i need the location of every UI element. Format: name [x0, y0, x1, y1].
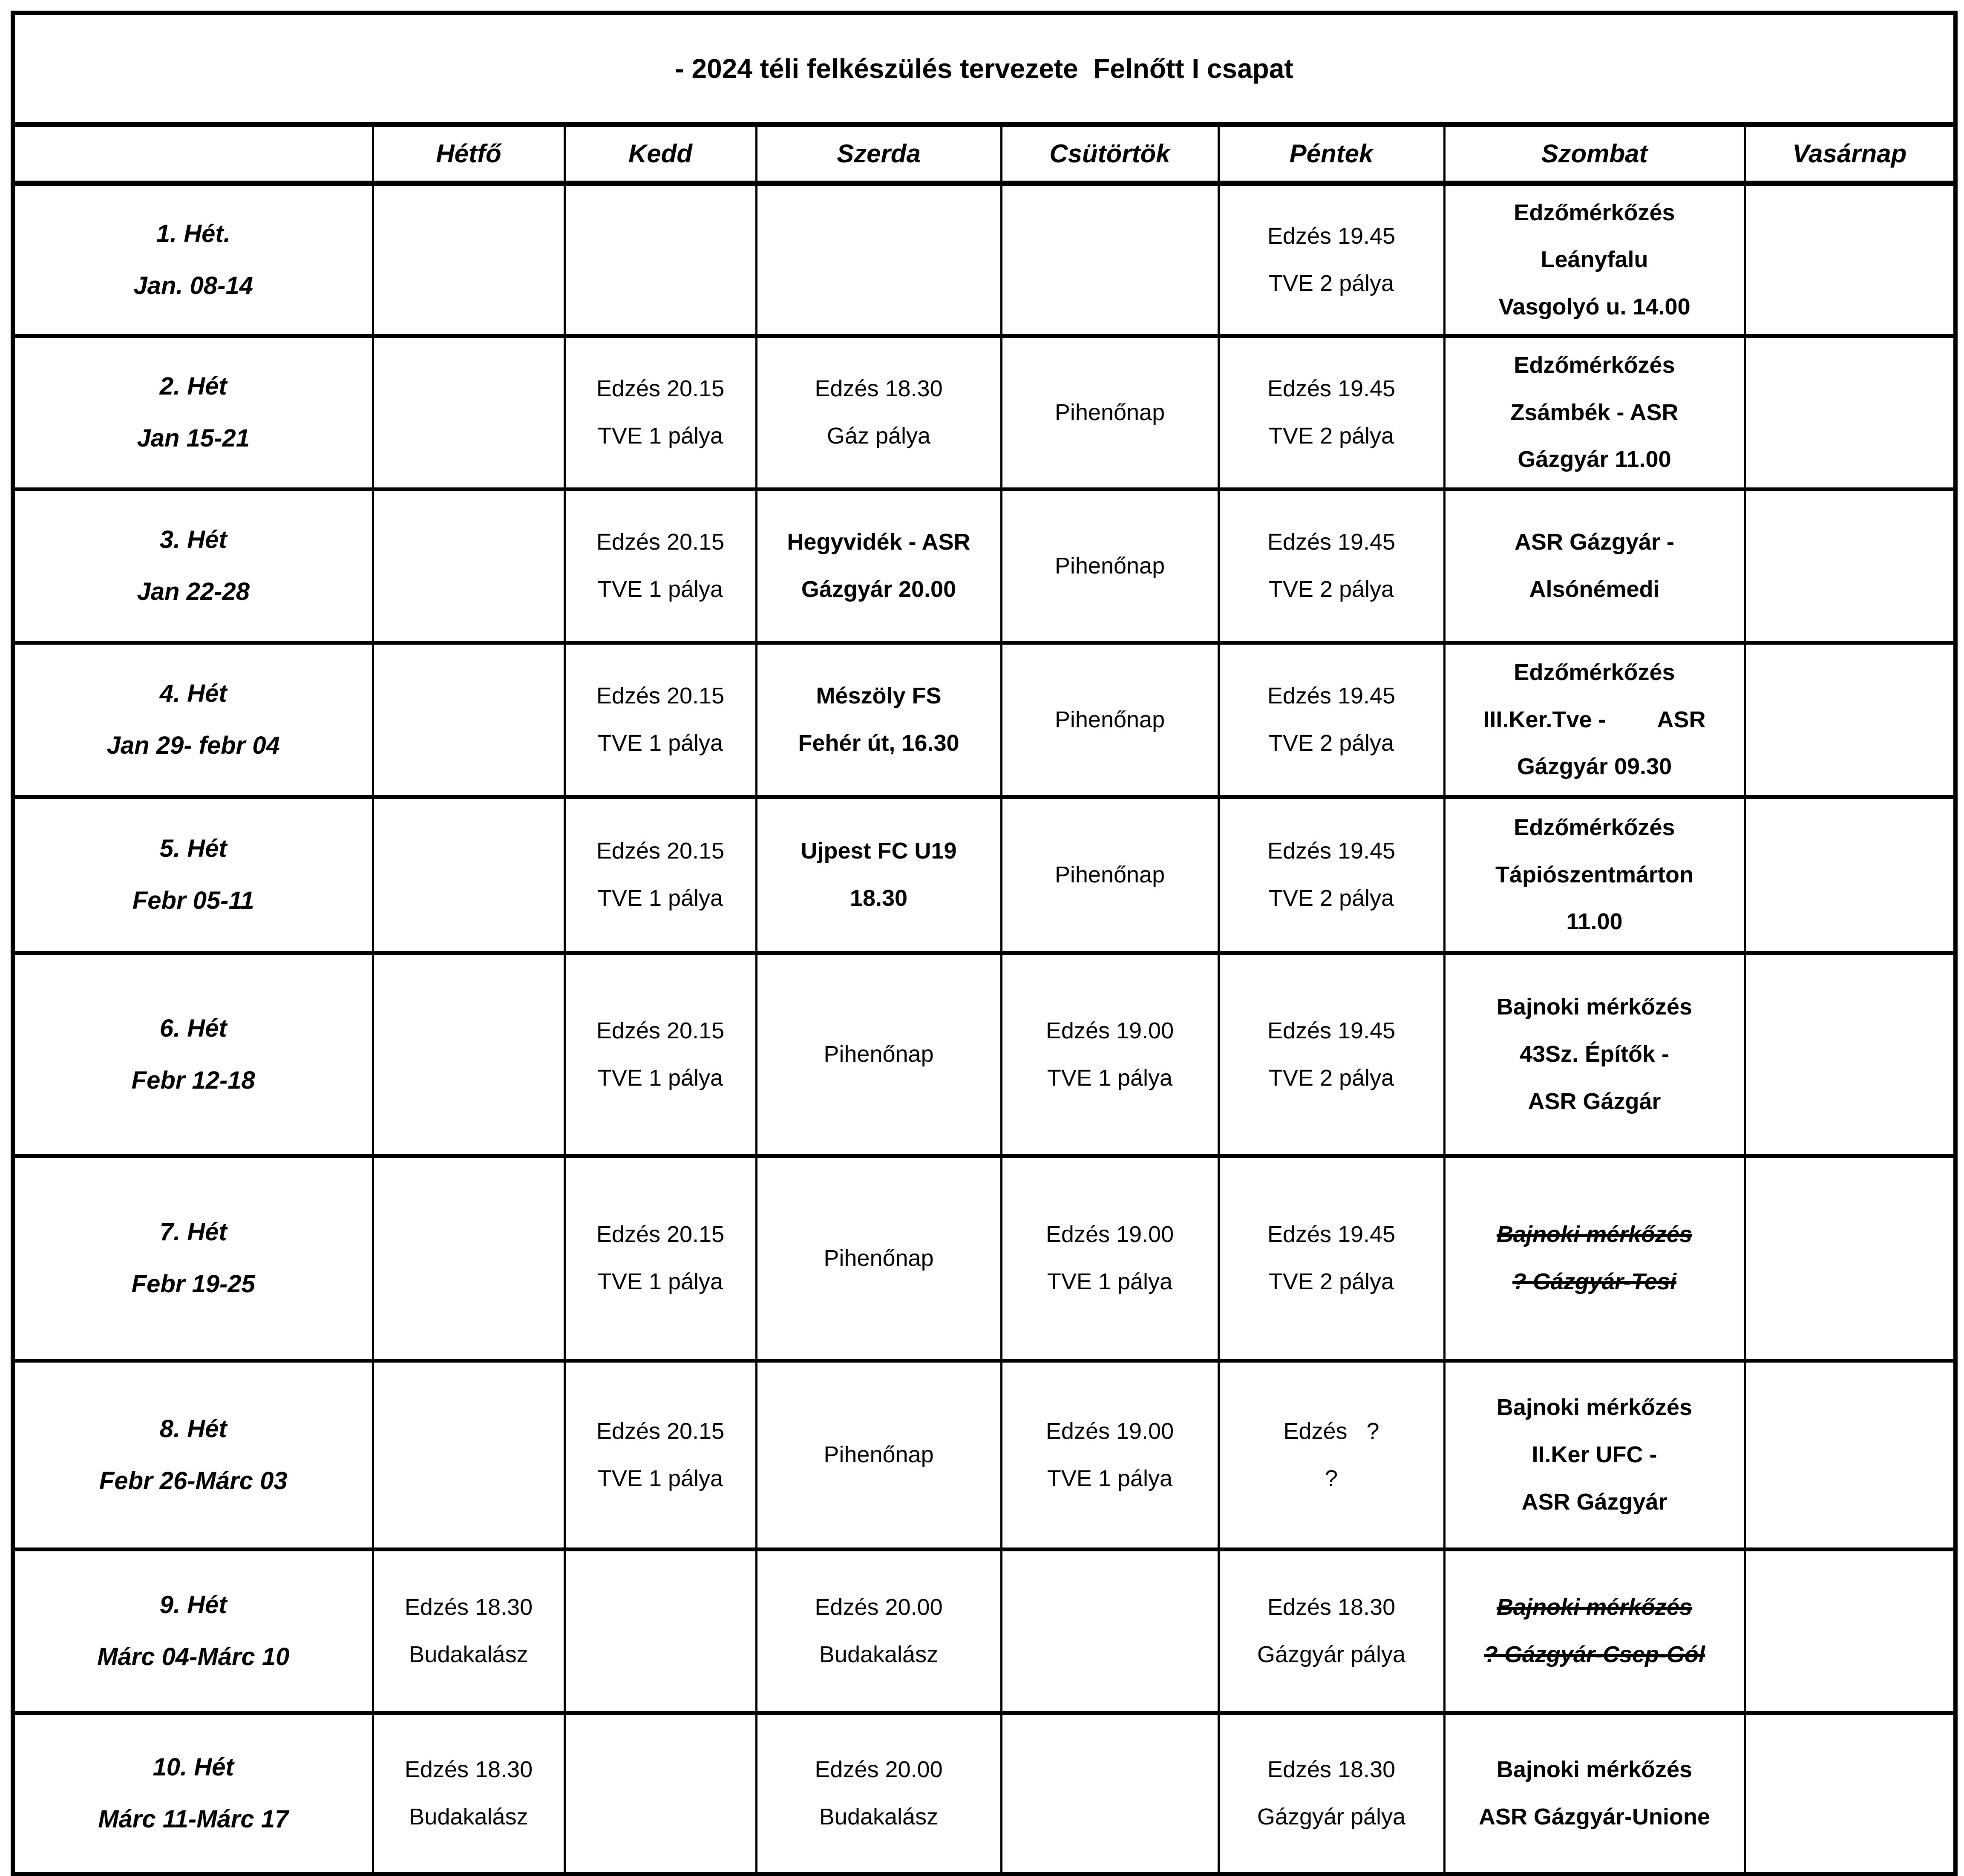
cell-saturday — [1444, 797, 1745, 953]
cell-text-line: Edzőmérkőzés — [1514, 352, 1675, 378]
cell-monday — [373, 1156, 564, 1360]
cell-monday — [373, 643, 564, 797]
cell-tuesday — [564, 1713, 756, 1874]
cell-text-line: 6. Hét — [159, 1014, 227, 1042]
cell-text-line: Edzés 19.00 — [1045, 1418, 1174, 1444]
cell-saturday — [1444, 1360, 1745, 1549]
cell-text-line: Edzés 19.45 — [1267, 1222, 1396, 1248]
cell-text-line: Jan 22-28 — [137, 578, 250, 605]
cell-text-line: II.Ker UFC - — [1532, 1442, 1657, 1468]
cell-wednesday — [756, 1713, 1001, 1874]
cell-friday — [1218, 953, 1444, 1156]
cell-tuesday — [564, 1360, 756, 1549]
cell-tuesday — [564, 183, 756, 336]
cell-text-line: TVE 1 pálya — [597, 730, 723, 756]
cell-text-line: 10. Hét — [153, 1753, 234, 1781]
cell-saturday — [1444, 336, 1745, 489]
header-friday: Péntek — [1218, 124, 1444, 183]
cell-text-line: Edzés 20.15 — [596, 529, 725, 555]
cell-monday — [373, 183, 564, 336]
cell-text-line: TVE 2 pálya — [1268, 576, 1394, 602]
cell-saturday — [1444, 953, 1745, 1156]
cell-text-line: Edzés 19.45 — [1267, 529, 1396, 555]
cell-wednesday — [756, 797, 1001, 953]
week-label — [13, 1713, 373, 1874]
header-thursday: Csütörtök — [1001, 124, 1218, 183]
cell-monday — [373, 1713, 564, 1874]
cell-text-line: Pihenőnap — [1054, 399, 1165, 425]
cell-tuesday — [564, 336, 756, 489]
page-title: - 2024 téli felkészülés tervezete Felnőtt I csapat — [13, 13, 1955, 124]
header-tuesday: Kedd — [564, 124, 756, 183]
schedule-table — [11, 11, 1958, 1876]
cell-saturday — [1444, 1156, 1745, 1360]
cell-text-line: III.Ker.Tve - ASR — [1483, 706, 1706, 732]
cell-text-line: Márc 04-Márc 10 — [97, 1643, 290, 1671]
week-row-10 — [13, 1713, 1955, 1874]
cell-text-line: Edzés 19.45 — [1267, 1017, 1396, 1043]
cell-text-line: ASR Gázgyár — [1521, 1489, 1667, 1515]
cell-text-line: Budakalász — [819, 1642, 939, 1667]
cell-sunday — [1745, 336, 1955, 489]
cell-text-line: Edzés 18.30 — [404, 1594, 533, 1620]
cell-text-line: Fehér út, 16.30 — [798, 730, 959, 756]
cell-text-line: 2. Hét — [159, 372, 227, 401]
week-label — [13, 489, 373, 643]
cell-text-line: 43Sz. Építők - — [1519, 1041, 1670, 1067]
cell-friday — [1218, 489, 1444, 643]
cell-text-line: 1. Hét. — [156, 219, 230, 248]
cell-text-line: TVE 2 pálya — [1268, 730, 1394, 756]
cell-tuesday — [564, 953, 756, 1156]
cell-text-line: TVE 1 pálya — [597, 423, 723, 449]
week-row-7 — [13, 1156, 1955, 1360]
cell-text-line: ASR Gázgár — [1528, 1088, 1661, 1114]
cell-thursday — [1001, 797, 1218, 953]
cell-text-line: Gázgyár pálya — [1257, 1804, 1406, 1830]
cell-text-line: TVE 2 pálya — [1268, 885, 1394, 911]
cell-monday — [373, 1549, 564, 1713]
cell-monday — [373, 1360, 564, 1549]
cell-saturday — [1444, 1549, 1745, 1713]
cell-thursday — [1001, 183, 1218, 336]
cell-monday — [373, 953, 564, 1156]
cell-thursday — [1001, 489, 1218, 643]
cell-text-line: Edzőmérkőzés — [1514, 199, 1675, 225]
cell-text-line: ? Gázgyár-Tesi — [1512, 1269, 1677, 1294]
cell-thursday — [1001, 1156, 1218, 1360]
week-label — [13, 183, 373, 336]
cell-text-line: Febr 26-Márc 03 — [99, 1467, 288, 1495]
cell-tuesday — [564, 489, 756, 643]
cell-text-line: 9. Hét — [159, 1591, 227, 1619]
cell-text-line: Febr 05-11 — [132, 887, 254, 914]
cell-text-line: 3. Hét — [159, 526, 227, 554]
cell-thursday — [1001, 643, 1218, 797]
week-row-3 — [13, 489, 1955, 643]
cell-monday — [373, 797, 564, 953]
cell-text-line: Edzés 18.30 — [815, 376, 943, 402]
cell-text-line: Bajnoki mérkőzés — [1496, 1757, 1693, 1783]
cell-saturday — [1444, 489, 1745, 643]
cell-text-line: 11.00 — [1566, 909, 1623, 935]
cell-text-line: Edzés 20.00 — [815, 1594, 943, 1620]
week-row-9 — [13, 1549, 1955, 1713]
cell-saturday — [1444, 1713, 1745, 1874]
cell-text-line: Edzőmérkőzés — [1514, 659, 1675, 685]
cell-text-line: Jan 15-21 — [137, 424, 250, 452]
cell-thursday — [1001, 1360, 1218, 1549]
cell-text-line: Vasgolyó u. 14.00 — [1498, 294, 1690, 320]
cell-text-line: TVE 2 pálya — [1268, 1065, 1394, 1091]
cell-text-line: ASR Gázgyár-Unione — [1478, 1804, 1711, 1830]
header-sunday: Vasárnap — [1745, 124, 1955, 183]
week-row-6 — [13, 953, 1955, 1156]
cell-wednesday — [756, 1156, 1001, 1360]
week-label — [13, 336, 373, 489]
cell-text-line: Edzés 19.45 — [1267, 683, 1396, 709]
cell-text-line: Bajnoki mérkőzés — [1496, 994, 1693, 1020]
cell-tuesday — [564, 1549, 756, 1713]
cell-text-line: Budakalász — [409, 1642, 528, 1667]
cell-text-line: TVE 2 pálya — [1268, 270, 1394, 296]
cell-text-line: Gáz pálya — [826, 423, 931, 449]
cell-thursday — [1001, 336, 1218, 489]
cell-text-line: 8. Hét — [159, 1415, 227, 1443]
cell-text-line: Edzés 18.30 — [1267, 1594, 1396, 1620]
cell-wednesday — [756, 336, 1001, 489]
cell-friday — [1218, 797, 1444, 953]
cell-text-line: TVE 1 pálya — [1047, 1465, 1173, 1491]
header-wednesday: Szerda — [756, 124, 1001, 183]
week-label — [13, 643, 373, 797]
cell-text-line: Budakalász — [819, 1804, 939, 1830]
cell-text-line: Budakalász — [409, 1804, 528, 1830]
cell-sunday — [1745, 643, 1955, 797]
cell-text-line: TVE 1 pálya — [597, 1269, 723, 1294]
cell-text-line: Febr 19-25 — [131, 1270, 255, 1298]
cell-tuesday — [564, 797, 756, 953]
cell-text-line: 18.30 — [850, 885, 908, 911]
header-saturday: Szombat — [1444, 124, 1745, 183]
cell-wednesday — [756, 1360, 1001, 1549]
cell-sunday — [1745, 489, 1955, 643]
header-monday: Hétfő — [373, 124, 564, 183]
cell-text-line: TVE 2 pálya — [1268, 1269, 1394, 1294]
cell-text-line: Mészöly FS — [816, 683, 942, 709]
cell-text-line: Tápiószentmárton — [1495, 862, 1694, 888]
cell-text-line: Edzés 20.15 — [596, 376, 725, 402]
cell-sunday — [1745, 953, 1955, 1156]
cell-wednesday — [756, 1549, 1001, 1713]
cell-text-line: Gázgyár 09.30 — [1517, 754, 1672, 780]
cell-text-line: 5. Hét — [159, 835, 227, 863]
cell-text-line: Jan. 08-14 — [133, 271, 253, 300]
cell-saturday — [1444, 643, 1745, 797]
week-row-1 — [13, 183, 1955, 336]
cell-text-line: Edzés 20.15 — [596, 683, 725, 709]
cell-text-line: Edzés ? — [1283, 1418, 1379, 1444]
cell-text-line: Edzés 19.45 — [1267, 223, 1396, 249]
cell-text-line: Edzőmérkőzés — [1514, 814, 1675, 840]
cell-text-line: TVE 1 pálya — [597, 885, 723, 911]
week-label — [13, 797, 373, 953]
cell-text-line: ? Gázgyár-Csep-Gól — [1483, 1642, 1705, 1667]
cell-text-line: Gázgyár 20.00 — [801, 576, 956, 602]
cell-friday — [1218, 336, 1444, 489]
cell-wednesday — [756, 183, 1001, 336]
cell-text-line: Pihenőnap — [1054, 862, 1165, 888]
cell-text-line: Pihenőnap — [824, 1245, 934, 1271]
cell-friday — [1218, 1156, 1444, 1360]
cell-sunday — [1745, 183, 1955, 336]
cell-text-line: Edzés 20.15 — [596, 1017, 725, 1043]
cell-sunday — [1745, 797, 1955, 953]
cell-text-line: ? — [1325, 1465, 1338, 1491]
cell-text-line: Edzés 19.45 — [1267, 376, 1396, 402]
cell-monday — [373, 336, 564, 489]
cell-text-line: Gázgyár 11.00 — [1518, 447, 1671, 473]
cell-text-line: Edzés 19.00 — [1045, 1222, 1174, 1248]
cell-friday — [1218, 1713, 1444, 1874]
cell-sunday — [1745, 1156, 1955, 1360]
cell-thursday — [1001, 1713, 1218, 1874]
cell-text-line: TVE 1 pálya — [597, 1065, 723, 1091]
cell-text-line: Edzés 20.00 — [815, 1757, 943, 1783]
cell-text-line: ASR Gázgyár - — [1514, 529, 1675, 555]
cell-text-line: Edzés 20.15 — [596, 1418, 725, 1444]
cell-text-line: Hegyvidék - ASR — [787, 529, 970, 555]
cell-text-line: Edzés 18.30 — [404, 1757, 533, 1783]
cell-saturday — [1444, 183, 1745, 336]
week-label — [13, 953, 373, 1156]
cell-text-line: Pihenőnap — [1054, 553, 1165, 579]
cell-wednesday — [756, 953, 1001, 1156]
week-row-2 — [13, 336, 1955, 489]
cell-text-line: 7. Hét — [159, 1218, 227, 1246]
cell-tuesday — [564, 643, 756, 797]
cell-tuesday — [564, 1156, 756, 1360]
week-label — [13, 1360, 373, 1549]
cell-sunday — [1745, 1360, 1955, 1549]
cell-text-line: TVE 1 pálya — [1047, 1269, 1173, 1294]
cell-text-line: Bajnoki mérkőzés — [1496, 1395, 1693, 1421]
cell-text-line: Edzés 19.45 — [1267, 838, 1396, 864]
cell-friday — [1218, 1549, 1444, 1713]
cell-wednesday — [756, 489, 1001, 643]
cell-text-line: TVE 1 pálya — [1047, 1065, 1173, 1091]
cell-sunday — [1745, 1549, 1955, 1713]
cell-text-line: Bajnoki mérkőzés — [1496, 1222, 1693, 1248]
cell-thursday — [1001, 953, 1218, 1156]
week-row-5 — [13, 797, 1955, 953]
cell-text-line: Edzés 20.15 — [596, 838, 725, 864]
cell-text-line: Edzés 19.00 — [1045, 1017, 1174, 1043]
week-label — [13, 1156, 373, 1360]
cell-text-line: Márc 11-Márc 17 — [98, 1805, 289, 1833]
week-label — [13, 1549, 373, 1713]
cell-text-line: Pihenőnap — [824, 1041, 934, 1067]
cell-friday — [1218, 183, 1444, 336]
cell-text-line: TVE 1 pálya — [597, 1465, 723, 1491]
cell-friday — [1218, 643, 1444, 797]
cell-text-line: Zsámbék - ASR — [1510, 399, 1679, 425]
cell-text-line: Jan 29- febr 04 — [107, 732, 280, 759]
cell-text-line: Leányfalu — [1541, 247, 1648, 273]
cell-text-line: Edzés 20.15 — [596, 1222, 725, 1248]
cell-text-line: Gázgyár pálya — [1257, 1642, 1406, 1667]
cell-text-line: Pihenőnap — [1054, 706, 1165, 732]
cell-text-line: Ujpest FC U19 — [801, 838, 957, 864]
cell-monday — [373, 489, 564, 643]
cell-friday — [1218, 1360, 1444, 1549]
cell-text-line: Alsónémedi — [1529, 576, 1660, 602]
cell-text-line: Pihenőnap — [824, 1442, 934, 1468]
week-row-8 — [13, 1360, 1955, 1549]
cell-text-line: Bajnoki mérkőzés — [1496, 1594, 1693, 1620]
cell-wednesday — [756, 643, 1001, 797]
cell-text-line: TVE 2 pálya — [1268, 423, 1394, 449]
week-row-4 — [13, 643, 1955, 797]
cell-text-line: Febr 12-18 — [131, 1066, 255, 1094]
cell-thursday — [1001, 1549, 1218, 1713]
cell-sunday — [1745, 1713, 1955, 1874]
cell-text-line: Edzés 18.30 — [1267, 1757, 1396, 1783]
cell-text-line: 4. Hét — [159, 680, 227, 708]
header-week — [13, 124, 373, 183]
cell-text-line: TVE 1 pálya — [597, 576, 723, 602]
